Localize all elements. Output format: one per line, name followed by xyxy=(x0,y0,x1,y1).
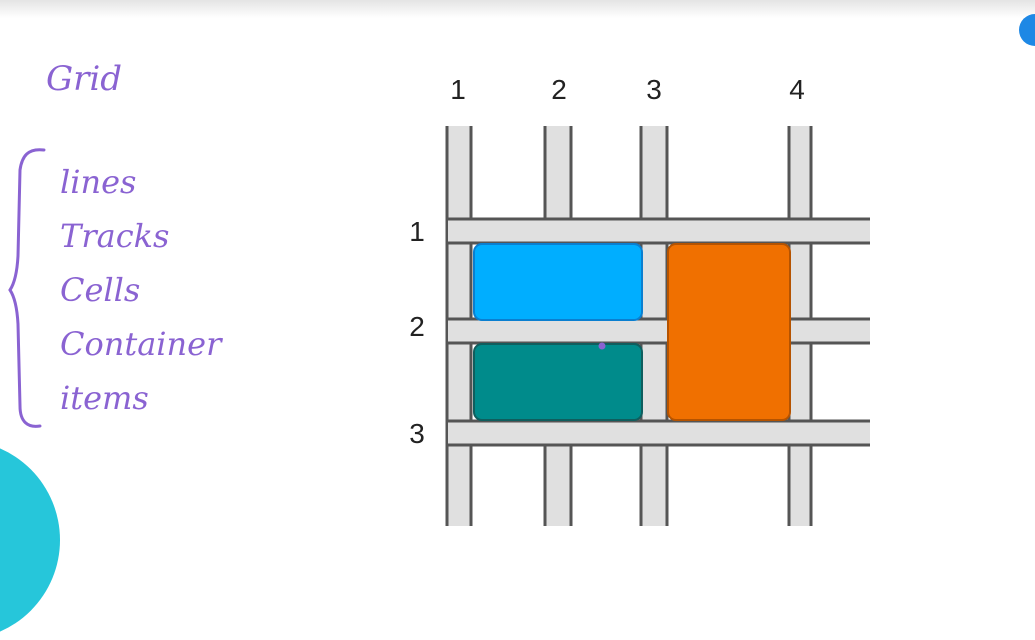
column-line-label-3: 3 xyxy=(646,74,662,105)
row-line-label-1: 1 xyxy=(409,216,425,247)
column-line-label-2: 2 xyxy=(551,74,567,105)
note-item-lines: lines xyxy=(60,163,137,201)
note-item-items: items xyxy=(60,379,149,417)
column-line-label-4: 4 xyxy=(789,74,805,105)
grid-item-blue xyxy=(474,244,642,320)
notes-title: Grid xyxy=(46,59,123,99)
row-line-label-3: 3 xyxy=(409,418,425,449)
row-line-label-2: 2 xyxy=(409,311,425,342)
row-grid-line-3 xyxy=(448,420,870,446)
note-item-cells: Cells xyxy=(60,271,141,309)
pen-dot xyxy=(599,343,606,350)
note-item-container: Container xyxy=(60,325,222,363)
column-line-label-1: 1 xyxy=(450,74,466,105)
grid-item-orange xyxy=(668,244,790,420)
row-grid-line-2 xyxy=(448,318,870,344)
row-grid-line-1 xyxy=(448,218,870,244)
grid-item-teal xyxy=(474,344,642,420)
note-item-tracks: Tracks xyxy=(60,217,170,255)
